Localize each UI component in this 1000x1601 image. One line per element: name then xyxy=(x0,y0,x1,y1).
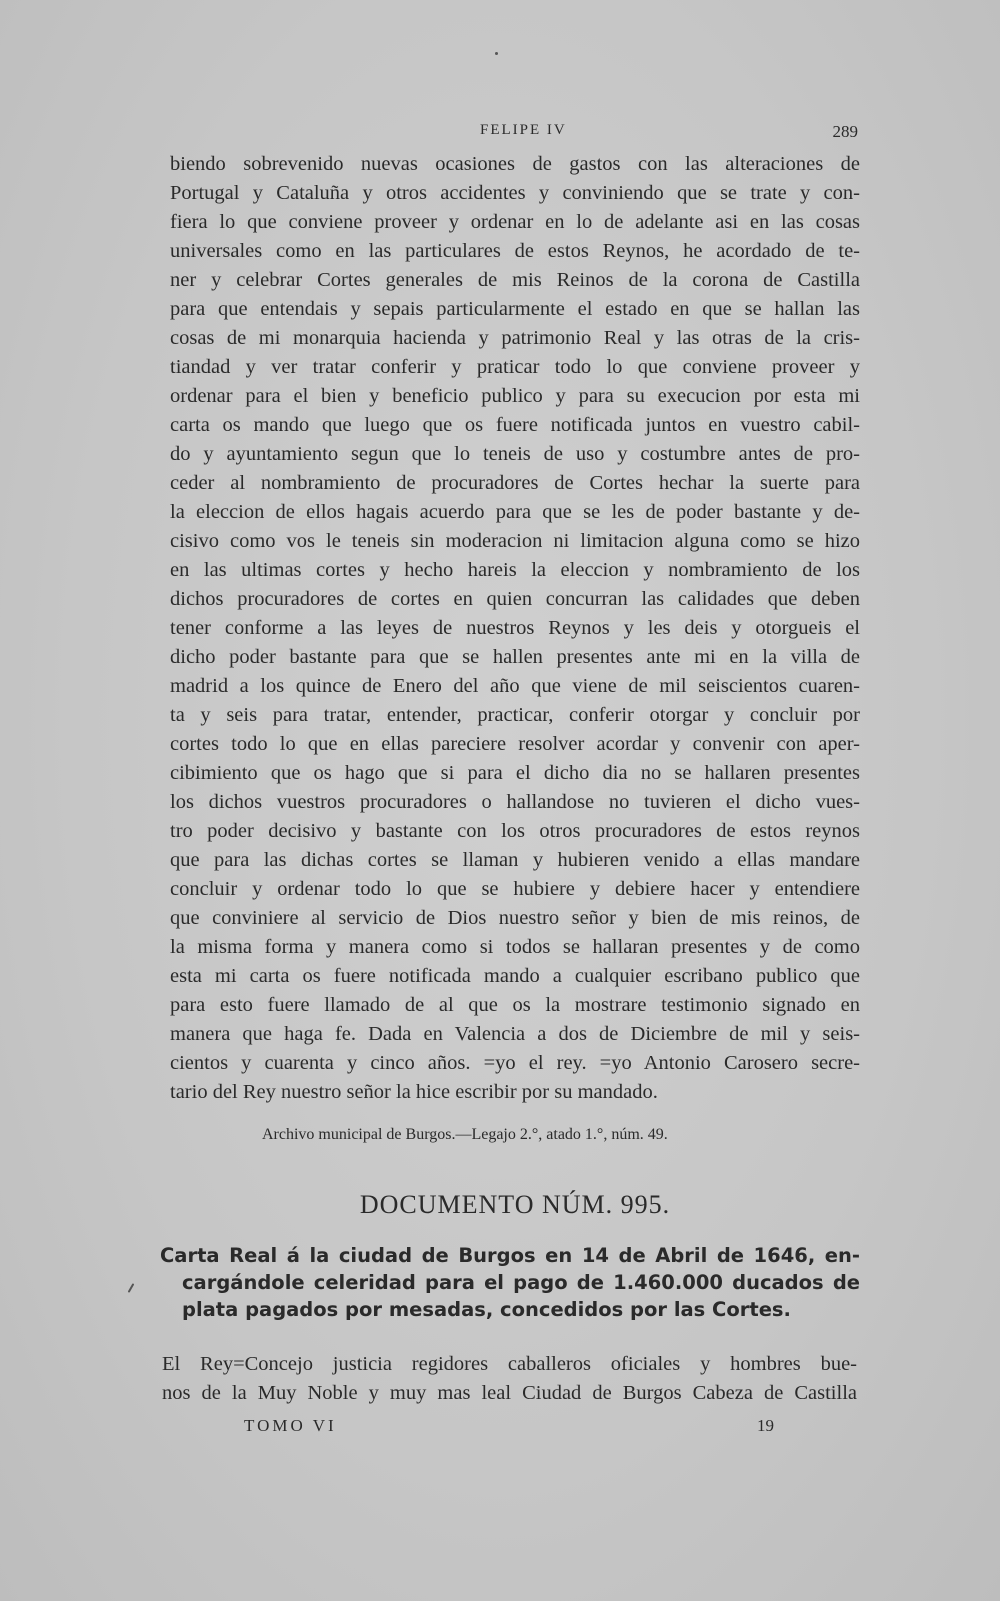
paper-speck xyxy=(495,52,498,55)
text-line: cisivo como vos le teneis sin moderacion ni limitacion alguna como se hizo xyxy=(170,530,860,552)
text-line: esta mi carta os fuere notificada mando a cualquier escribano publico que xyxy=(170,965,860,987)
text-line: universales como en las particulares de estos Reynos, he acordado de te- xyxy=(170,240,860,262)
text-line: concluir y ordenar todo lo que se hubiere y debiere hacer y entendiere xyxy=(170,878,860,900)
running-title: FELIPE IV xyxy=(480,122,567,138)
text-line: ceder al nombramiento de procuradores de Cortes hechar la suerte para xyxy=(170,472,860,494)
text-line: tiandad y ver tratar conferir y praticar todo lo que conviene proveer y xyxy=(170,356,860,378)
text-line: madrid a los quince de Enero del año que viene de mil seiscientos cuaren- xyxy=(170,675,860,697)
document-summary xyxy=(160,1242,860,1323)
text-line: para que entendais y sepais particularmente el estado en que se hallan las xyxy=(170,298,860,320)
running-header xyxy=(170,122,860,146)
text-line: fiera lo que conviene proveer y ordenar en lo de adelante asi en las cosas xyxy=(170,211,860,233)
text-line: los dichos vuestros procuradores o hallandose no tuvieren el dicho vues- xyxy=(170,791,860,813)
text-line: en las ultimas cortes y hecho hareis la eleccion y nombramiento de los xyxy=(170,559,860,581)
text-line: tro poder decisivo y bastante con los otros procuradores de estos reynos xyxy=(170,820,860,842)
text-line: Carta Real á la ciudad de Burgos en 14 de Abril de 1646, en- xyxy=(160,1244,860,1267)
text-line: manera que haga fe. Dada en Valencia a dos de Diciembre de mil y seis- xyxy=(170,1023,860,1045)
text-line: cargándole celeridad para el pago de 1.460.000 ducados de xyxy=(182,1271,860,1294)
text-line: que para las dichas cortes se llaman y hubieren venido a ellas mandare xyxy=(170,849,860,871)
text-line: ner y celebrar Cortes generales de mis Reinos de la corona de Castilla xyxy=(170,269,860,291)
page-number: 289 xyxy=(832,122,858,141)
text-line: dicho poder bastante para que se hallen presentes ante mi en la villa de xyxy=(170,646,860,668)
text-line: nos de la Muy Noble y muy mas leal Ciudad de Burgos Cabeza de Castilla xyxy=(162,1382,857,1404)
text-line: la eleccion de ellos hagais acuerdo para que se les de poder bastante y de- xyxy=(170,501,860,523)
text-line: tario del Rey nuestro señor la hice escribir por su mandado. xyxy=(170,1081,658,1103)
letter-text xyxy=(170,150,860,1107)
text-line: que conviniere al servicio de Dios nuestro señor y bien de mis reinos, de xyxy=(170,907,860,929)
text-line: Portugal y Cataluña y otros accidentes y conviniendo que se trate y con- xyxy=(170,182,860,204)
text-line: do y ayuntamiento segun que lo teneis de uso y costumbre antes de pro- xyxy=(170,443,860,465)
margin-mark xyxy=(128,1283,135,1293)
text-line: cortes todo lo que en ellas pareciere resolver acordar y convenir con aper- xyxy=(170,733,860,755)
source-citation: Archivo municipal de Burgos.—Legajo 2.°, atado 1.°, núm. 49. xyxy=(262,1126,668,1143)
text-line: la misma forma y manera como si todos se hallaran presentes y de como xyxy=(170,936,860,958)
text-line: El Rey=Concejo justicia regidores caballeros oficiales y hombres bue- xyxy=(162,1353,857,1375)
text-line: dichos procuradores de cortes en quien concurran las calidades que deben xyxy=(170,588,860,610)
text-line: biendo sobrevenido nuevas ocasiones de gastos con las alteraciones de xyxy=(170,153,860,175)
document-heading: DOCUMENTO NÚM. 995. xyxy=(359,1190,671,1219)
text-line: cosas de mi monarquia hacienda y patrimonio Real y las otras de la cris- xyxy=(170,327,860,349)
page-footer xyxy=(244,1416,774,1440)
text-line: cibimiento que os hago que si para el dicho dia no se hallaren presentes xyxy=(170,762,860,784)
text-line: plata pagados por mesadas, concedidos por las Cortes. xyxy=(182,1298,791,1321)
text-line: tener conforme a las leyes de nuestros Reynos y les deis y otorgueis el xyxy=(170,617,860,639)
text-line: ordenar para el bien y beneficio publico y para su execucion por esta mi xyxy=(170,385,860,407)
signature-mark: 19 xyxy=(757,1416,774,1435)
text-line: cientos y cuarenta y cinco años. =yo el rey. =yo Antonio Carosero secre- xyxy=(170,1052,860,1074)
text-line: para esto fuere llamado de al que os la mostrare testimonio signado en xyxy=(170,994,860,1016)
volume-label: TOMO VI xyxy=(244,1416,337,1435)
text-line: carta os mando que luego que os fuere notificada juntos en vuestro cabil- xyxy=(170,414,860,436)
document-body-text xyxy=(162,1350,857,1408)
text-line: ta y seis para tratar, entender, practicar, conferir otorgar y concluir por xyxy=(170,704,860,726)
